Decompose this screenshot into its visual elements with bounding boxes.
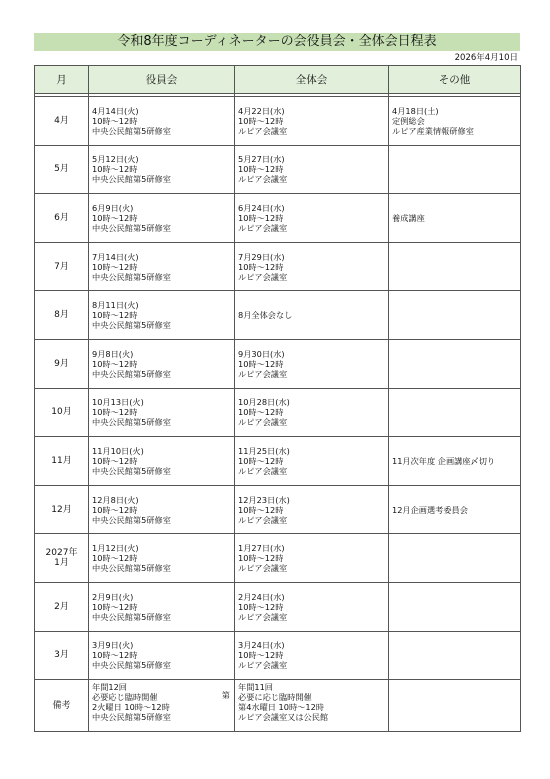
month-cell xyxy=(35,631,89,680)
general-meeting-cell-line: ルピア会議室 xyxy=(238,222,288,233)
header-general-meeting: 全体会 xyxy=(235,66,389,94)
table-row xyxy=(35,582,521,631)
general-meeting-cell-line: ルピア会議室 xyxy=(238,368,288,379)
officer-meeting-cell-line: 6月9日(火) xyxy=(92,202,134,213)
officer-meeting-cell-line: 中央公民館第5研修室 xyxy=(92,465,171,476)
officer-meeting-cell-line: 3月9日(火) xyxy=(92,640,134,651)
table-row xyxy=(35,437,521,486)
month-cell-line: 11月 xyxy=(51,455,72,466)
general-meeting-cell xyxy=(235,534,389,583)
general-meeting-cell-line: 10時～12時 xyxy=(238,115,284,126)
general-meeting-cell xyxy=(235,388,389,437)
notes-row xyxy=(35,680,521,732)
officer-meeting-cell-line: 10時～12時 xyxy=(92,261,138,272)
officer-meeting-cell xyxy=(89,97,235,146)
schedule-table xyxy=(34,65,521,732)
other-cell xyxy=(389,631,521,680)
other-cell-line: 11月次年度 企画講座〆切り xyxy=(392,455,496,466)
general-meeting-cell-line: 10時～12時 xyxy=(238,212,284,223)
month-cell xyxy=(35,485,89,534)
general-meeting-cell-line: 10時～12時 xyxy=(238,504,284,515)
officer-meeting-cell-line: 12月8日(火) xyxy=(92,494,139,505)
officer-meeting-cell xyxy=(89,631,235,680)
month-cell-line: 9月 xyxy=(54,358,69,369)
notes-label: 備考 xyxy=(35,680,89,732)
general-meeting-cell-line: 10時～12時 xyxy=(238,553,284,564)
header-other: その他 xyxy=(389,66,521,94)
other-cell xyxy=(389,242,521,291)
general-meeting-cell-line: 12月23日(水) xyxy=(238,494,290,505)
general-meeting-cell-line: ルピア会議室 xyxy=(238,271,288,282)
officer-meeting-cell-line: 9月8日(火) xyxy=(92,348,134,359)
table-row xyxy=(35,485,521,534)
officer-meeting-cell xyxy=(89,485,235,534)
officer-meeting-cell xyxy=(89,145,235,194)
officer-meeting-cell-line: 10月13日(火) xyxy=(92,397,144,408)
general-meeting-cell-line: 8月全体会なし xyxy=(238,310,293,321)
other-cell xyxy=(389,485,521,534)
officer-meeting-cell-line: 10時～12時 xyxy=(92,212,138,223)
table-row xyxy=(35,145,521,194)
notes-officer-cell-line: 中央公民館第5研修室 xyxy=(92,712,171,723)
officer-meeting-cell-line: 8月11日(火) xyxy=(92,300,139,311)
page-title: 令和8年度コーディネーターの会役員会・全体会日程表 xyxy=(34,33,520,51)
month-cell xyxy=(35,194,89,243)
notes-officer-extra: 第 xyxy=(221,690,230,701)
officer-meeting-cell-line: 10時～12時 xyxy=(92,358,138,369)
other-cell xyxy=(389,97,521,146)
month-cell xyxy=(35,242,89,291)
officer-meeting-cell-line: 5月12日(火) xyxy=(92,154,139,165)
officer-meeting-cell xyxy=(89,388,235,437)
month-cell xyxy=(35,388,89,437)
officer-meeting-cell-line: 中央公民館第5研修室 xyxy=(92,320,171,331)
officer-meeting-cell-line: 10時～12時 xyxy=(92,504,138,515)
notes-officer-cell-line: 年間12回 xyxy=(92,682,127,693)
general-meeting-cell xyxy=(235,582,389,631)
officer-meeting-cell xyxy=(89,582,235,631)
notes-general-cell xyxy=(235,680,389,732)
officer-meeting-cell-line: 中央公民館第5研修室 xyxy=(92,563,171,574)
month-cell xyxy=(35,582,89,631)
general-meeting-cell-line: 3月24日(水) xyxy=(238,640,285,651)
general-meeting-cell-line: 10時～12時 xyxy=(238,261,284,272)
general-meeting-cell-line: ルピア会議室 xyxy=(238,514,288,525)
general-meeting-cell xyxy=(235,97,389,146)
general-meeting-cell-line: 7月29日(水) xyxy=(238,251,285,262)
officer-meeting-cell-line: 10時～12時 xyxy=(92,115,138,126)
table-row xyxy=(35,534,521,583)
officer-meeting-cell xyxy=(89,242,235,291)
month-cell xyxy=(35,145,89,194)
officer-meeting-cell-line: 中央公民館第5研修室 xyxy=(92,271,171,282)
officer-meeting-cell-line: 10時～12時 xyxy=(92,455,138,466)
officer-meeting-cell-line: 10時～12時 xyxy=(92,310,138,321)
notes-officer-cell-line: 2火曜日 10時～12時 xyxy=(92,702,170,713)
officer-meeting-cell-line: 中央公民館第5研修室 xyxy=(92,125,171,136)
general-meeting-cell xyxy=(235,291,389,340)
officer-meeting-cell xyxy=(89,339,235,388)
table-row xyxy=(35,631,521,680)
month-cell-line: 10月 xyxy=(51,407,72,418)
general-meeting-cell-line: 5月27日(水) xyxy=(238,154,285,165)
officer-meeting-cell-line: 11月10日(火) xyxy=(92,445,144,456)
general-meeting-cell-line: ルピア会議室 xyxy=(238,174,288,185)
month-cell-line: 6月 xyxy=(54,212,69,223)
officer-meeting-cell-line: 中央公民館第5研修室 xyxy=(92,368,171,379)
general-meeting-cell-line: ルピア会議室 xyxy=(238,417,288,428)
table-header-row xyxy=(35,66,521,94)
officer-meeting-cell-line: 10時～12時 xyxy=(92,650,138,661)
month-cell-line: 5月 xyxy=(54,164,69,175)
notes-officer-cell-line: 必要応じ臨時開催 xyxy=(92,692,158,703)
other-cell-line: ルピア産業情報研修室 xyxy=(392,125,474,136)
table-row xyxy=(35,242,521,291)
officer-meeting-cell-line: 中央公民館第5研修室 xyxy=(92,222,171,233)
general-meeting-cell-line: ルピア会議室 xyxy=(238,125,288,136)
other-cell xyxy=(389,145,521,194)
month-cell xyxy=(35,339,89,388)
table-row xyxy=(35,388,521,437)
general-meeting-cell-line: 10時～12時 xyxy=(238,358,284,369)
general-meeting-cell-line: 10月28日(水) xyxy=(238,397,290,408)
table-row xyxy=(35,291,521,340)
general-meeting-cell xyxy=(235,242,389,291)
general-meeting-cell-line: 10時～12時 xyxy=(238,650,284,661)
month-cell xyxy=(35,437,89,486)
officer-meeting-cell-line: 中央公民館第5研修室 xyxy=(92,611,171,622)
notes-officer-cell xyxy=(89,680,235,732)
general-meeting-cell-line: 2月24日(水) xyxy=(238,591,285,602)
general-meeting-cell xyxy=(235,145,389,194)
general-meeting-cell-line: ルピア会議室 xyxy=(238,465,288,476)
other-cell xyxy=(389,291,521,340)
notes-general-cell-line: 必要に応じ臨時開催 xyxy=(238,692,312,703)
notes-general-cell-line: ルピア会議室又は公民館 xyxy=(238,712,329,723)
other-cell xyxy=(389,339,521,388)
other-cell xyxy=(389,194,521,243)
officer-meeting-cell-line: 7月14日(火) xyxy=(92,251,139,262)
notes-other-cell xyxy=(389,680,521,732)
officer-meeting-cell-line: 1月12日(火) xyxy=(92,543,139,554)
other-cell xyxy=(389,388,521,437)
officer-meeting-cell-line: 4月14日(火) xyxy=(92,105,139,116)
general-meeting-cell-line: 10時～12時 xyxy=(238,601,284,612)
officer-meeting-cell-line: 10時～12時 xyxy=(92,164,138,175)
month-cell-line: 4月 xyxy=(54,115,69,126)
general-meeting-cell-line: ルピア会議室 xyxy=(238,660,288,671)
general-meeting-cell xyxy=(235,631,389,680)
header-month: 月 xyxy=(35,66,89,94)
general-meeting-cell-line: ルピア会議室 xyxy=(238,611,288,622)
other-cell-line: 養成講座 xyxy=(392,212,425,223)
header-officer-meeting: 役員会 xyxy=(89,66,235,94)
month-cell-line: 7月 xyxy=(54,261,69,272)
general-meeting-cell-line: 1月27日(水) xyxy=(238,543,285,554)
general-meeting-cell xyxy=(235,194,389,243)
general-meeting-cell-line: 10時～12時 xyxy=(238,164,284,175)
month-cell-line: 1月 xyxy=(54,558,69,569)
document-date: 2026年4月10日 xyxy=(454,53,518,63)
month-cell xyxy=(35,291,89,340)
officer-meeting-cell xyxy=(89,437,235,486)
officer-meeting-cell-line: 中央公民館第5研修室 xyxy=(92,660,171,671)
other-cell xyxy=(389,437,521,486)
officer-meeting-cell-line: 10時～12時 xyxy=(92,407,138,418)
officer-meeting-cell-line: 10時～12時 xyxy=(92,601,138,612)
officer-meeting-cell-line: 2月9日(火) xyxy=(92,591,134,602)
officer-meeting-cell-line: 中央公民館第5研修室 xyxy=(92,174,171,185)
month-cell xyxy=(35,534,89,583)
officer-meeting-cell-line: 中央公民館第5研修室 xyxy=(92,514,171,525)
other-cell xyxy=(389,582,521,631)
other-cell-line: 定例総会 xyxy=(392,115,425,126)
general-meeting-cell-line: 10時～12時 xyxy=(238,407,284,418)
month-cell-line: 2027年 xyxy=(45,548,78,559)
officer-meeting-cell xyxy=(89,291,235,340)
general-meeting-cell-line: 4月22日(水) xyxy=(238,105,285,116)
other-cell xyxy=(389,534,521,583)
month-cell-line: 12月 xyxy=(51,504,72,515)
other-cell-line: 12月企画選考委員会 xyxy=(392,504,468,515)
table-row xyxy=(35,194,521,243)
officer-meeting-cell xyxy=(89,534,235,583)
general-meeting-cell-line: ルピア会議室 xyxy=(238,563,288,574)
month-cell-line: 3月 xyxy=(54,650,69,661)
table-row xyxy=(35,339,521,388)
general-meeting-cell-line: 11月25日(水) xyxy=(238,445,290,456)
general-meeting-cell xyxy=(235,339,389,388)
table-row xyxy=(35,97,521,146)
notes-general-cell-line: 第4水曜日 10時～12時 xyxy=(238,702,324,713)
officer-meeting-cell xyxy=(89,194,235,243)
month-cell-line: 2月 xyxy=(54,601,69,612)
month-cell-line: 8月 xyxy=(54,310,69,321)
general-meeting-cell-line: 9月30日(水) xyxy=(238,348,285,359)
officer-meeting-cell-line: 10時～12時 xyxy=(92,553,138,564)
month-cell xyxy=(35,97,89,146)
other-cell-line: 4月18日(土) xyxy=(392,105,439,116)
notes-general-cell-line: 年間11回 xyxy=(238,682,273,693)
general-meeting-cell xyxy=(235,437,389,486)
general-meeting-cell xyxy=(235,485,389,534)
general-meeting-cell-line: 10時～12時 xyxy=(238,455,284,466)
officer-meeting-cell-line: 中央公民館第5研修室 xyxy=(92,417,171,428)
general-meeting-cell-line: 6月24日(水) xyxy=(238,202,285,213)
